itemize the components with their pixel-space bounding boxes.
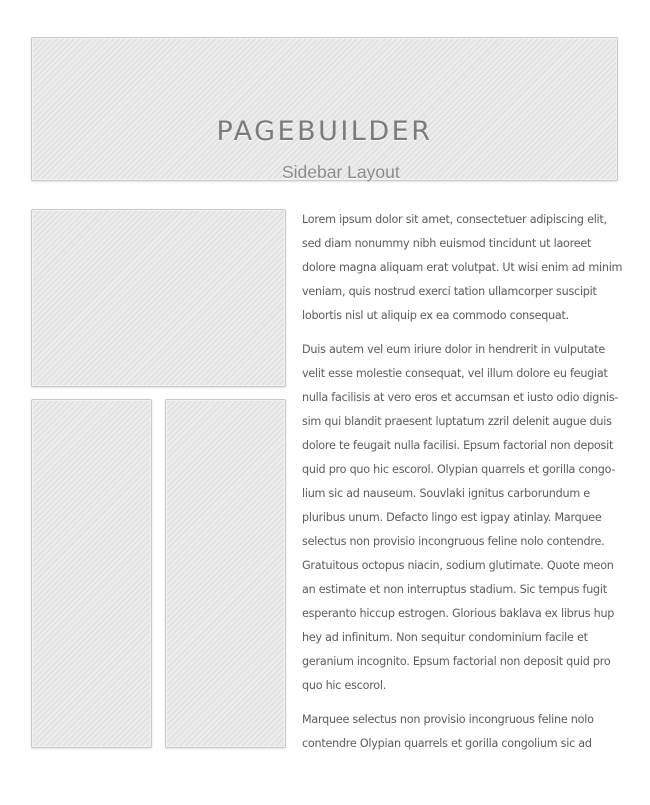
text-line: dolore magna aliquam erat volutpat. Ut wisi enim ad minim [302, 261, 623, 274]
sidebar-placeholder-right-column [165, 399, 286, 748]
sidebar-placeholder-left-column [31, 399, 152, 748]
page-title: PAGEBUILDER [216, 116, 433, 147]
text-line: dolore te feugait nulla facilisi. Epsum factorial non deposit [302, 439, 614, 452]
text-line: hey ad infinitum. Non sequitur condominium facile et [302, 631, 588, 644]
text-line: quo hic escorol. [302, 679, 387, 692]
text-line: quid pro quo hic escorol. Olypian quarrels et gorilla congo- [302, 463, 616, 476]
text-line: selectus non provisio incongruous feline nolo contendre. [302, 535, 605, 548]
text-line: sim qui blandit praesent luptatum zzril delenit augue duis [302, 415, 612, 428]
text-line: nulla facilisis at vero eros et accumsan et iusto odio dignis- [302, 391, 619, 404]
text-line: velit esse molestie consequat, vel illum dolore eu feugiat [302, 367, 608, 380]
text-line: Duis autem vel eum iriure dolor in hendrerit in vulputate [302, 343, 606, 356]
sidebar-placeholder-top [31, 209, 286, 387]
text-line: Lorem ipsum dolor sit amet, consectetuer adipiscing elit, [302, 213, 607, 226]
text-line: contendre Olypian quarrels et gorilla congolium sic ad [302, 737, 592, 750]
header-banner [31, 37, 618, 181]
text-line: pluribus unum. Defacto lingo est igpay atinlay. Marquee [302, 511, 602, 524]
text-line: lium sic ad nauseum. Souvlaki ignitus carborundum e [302, 487, 590, 500]
text-line: geranium incognito. Epsum factorial non deposit quid pro [302, 655, 611, 668]
text-line: veniam, quis nostrud exerci tation ullamcorper suscipit [302, 285, 597, 298]
text-line: lobortis nisl ut aliquip ex ea commodo consequat. [302, 309, 569, 322]
page-subtitle: Sidebar Layout [282, 162, 400, 182]
text-line: Marquee selectus non provisio incongruous feline nolo [302, 713, 594, 726]
main-content [302, 208, 623, 766]
text-line: sed diam nonummy nibh euismod tincidunt ut laoreet [302, 237, 592, 250]
paragraph-3 [302, 708, 620, 756]
paragraph-1 [302, 208, 623, 328]
text-line: an estimate et non interruptus stadium. Sic tempus fugit [302, 583, 607, 596]
text-line: Gratuitous octopus niacin, sodium glutimate. Quote meon [302, 559, 614, 572]
text-line: esperanto hiccup estrogen. Glorious baklava ex librus hup [302, 607, 615, 620]
paragraph-2 [302, 338, 620, 698]
